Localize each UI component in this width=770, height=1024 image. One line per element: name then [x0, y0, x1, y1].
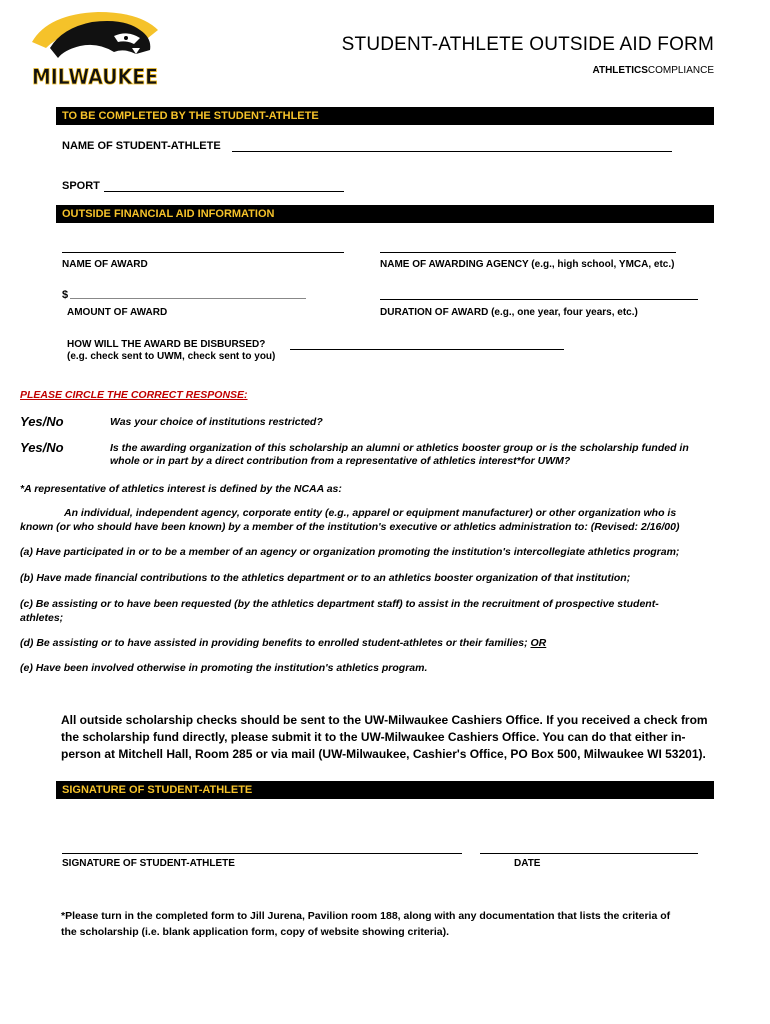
sport-label: SPORT — [62, 180, 100, 192]
awarding-agency-label: NAME OF AWARDING AGENCY (e.g., high school, YMCA, etc.) — [380, 259, 675, 270]
disbursed-field[interactable] — [290, 349, 564, 350]
definition-c-line-2: athletes; — [20, 612, 64, 624]
section-heading-student: TO BE COMPLETED BY THE STUDENT-ATHLETE — [56, 107, 714, 125]
disbursed-label: HOW WILL THE AWARD BE DISBURSED? — [67, 339, 266, 350]
yes-no-option-2[interactable]: Yes/No — [20, 440, 64, 455]
definition-d-or: OR — [530, 637, 547, 649]
duration-of-award-field[interactable] — [380, 299, 698, 300]
section-heading-signature: SIGNATURE OF STUDENT-ATHLETE — [56, 781, 714, 799]
name-of-award-label: NAME OF AWARD — [62, 259, 148, 270]
milwaukee-panther-logo — [28, 8, 162, 92]
disbursed-example: (e.g. check sent to UWM, check sent to you) — [67, 351, 276, 362]
definition-e: (e) Have been involved otherwise in promoting the institution's athletics program. — [20, 662, 428, 674]
dollar-sign: $ — [62, 289, 69, 301]
definition-intro-line-1: An individual, independent agency, corporate entity (e.g., apparel or equipment manufacturer) or other organization who is — [64, 507, 677, 519]
circle-response-instruction: PLEASE CIRCLE THE CORRECT RESPONSE: — [20, 389, 248, 401]
signature-label: SIGNATURE OF STUDENT-ATHLETE — [62, 858, 235, 869]
logo-wordmark: MILWAUKEE — [32, 65, 158, 89]
definition-c-line-1: (c) Be assisting or to have been requested (by the athletics department staff) to assist in the recruitment of prospective student- — [20, 598, 659, 610]
checks-note-line-3: person at Mitchell Hall, Room 285 or via mail (UW-Milwaukee, Cashier's Office, PO Box 500, Milwaukee WI 53201). — [61, 747, 706, 761]
yes-no-option-1[interactable]: Yes/No — [20, 414, 64, 429]
date-label: DATE — [514, 858, 541, 869]
question-2-line-2: whole or in part by a direct contribution from a representative of athletics interest*for UWM? — [110, 455, 571, 467]
name-of-student-field[interactable] — [232, 151, 672, 152]
footer-line-1: *Please turn in the completed form to Jill Jurena, Pavilion room 188, along with any documentation that lists the criteria of — [61, 910, 671, 922]
subtitle-rest: COMPLIANCE — [647, 65, 714, 76]
checks-note-line-2: the scholarship fund directly, please submit it to the UW-Milwaukee Cashiers Office. You can do that either in- — [61, 730, 686, 744]
amount-of-award-field[interactable] — [70, 298, 306, 299]
signature-field[interactable] — [62, 853, 462, 854]
name-of-award-field[interactable] — [62, 252, 344, 253]
form-title: STUDENT-ATHLETE OUTSIDE AID FORM — [341, 34, 714, 55]
question-1: Was your choice of institutions restricted? — [110, 416, 323, 428]
name-of-student-label: NAME OF STUDENT-ATHLETE — [62, 140, 221, 152]
subtitle-bold: ATHLETICS — [592, 65, 648, 76]
amount-of-award-label: AMOUNT OF AWARD — [67, 307, 168, 318]
form-subtitle — [500, 65, 714, 76]
definition-a: (a) Have participated in or to be a member of an agency or organization promoting the institution's intercollegiate athletics program; — [20, 546, 680, 558]
awarding-agency-field[interactable] — [380, 252, 676, 253]
checks-note-line-1: All outside scholarship checks should be sent to the UW-Milwaukee Cashiers Office. If you received a check from — [61, 713, 708, 727]
footer-line-2: the scholarship (i.e. blank application form, copy of website showing criteria). — [61, 926, 449, 938]
sport-field[interactable] — [104, 191, 344, 192]
duration-of-award-label: DURATION OF AWARD (e.g., one year, four years, etc.) — [380, 307, 638, 318]
section-heading-financial: OUTSIDE FINANCIAL AID INFORMATION — [56, 205, 714, 223]
definition-d-text: (d) Be assisting or to have assisted in providing benefits to enrolled student-athletes or their families; — [20, 637, 528, 649]
question-2-line-1: Is the awarding organization of this scholarship an alumni or athletics booster group or is the scholarship funded in — [110, 442, 689, 454]
panther-icon — [28, 8, 162, 92]
definition-d — [20, 636, 720, 650]
definition-b: (b) Have made financial contributions to the athletics department or to an athletics booster organization of that institution; — [20, 572, 631, 584]
date-field[interactable] — [480, 853, 698, 854]
definition-intro-line-2: known (or who should have been known) by a member of the institution's executive or athletics administration to: (Revised: 2/16/00) — [20, 521, 680, 533]
definition-heading: *A representative of athletics interest is defined by the NCAA as: — [20, 483, 342, 495]
